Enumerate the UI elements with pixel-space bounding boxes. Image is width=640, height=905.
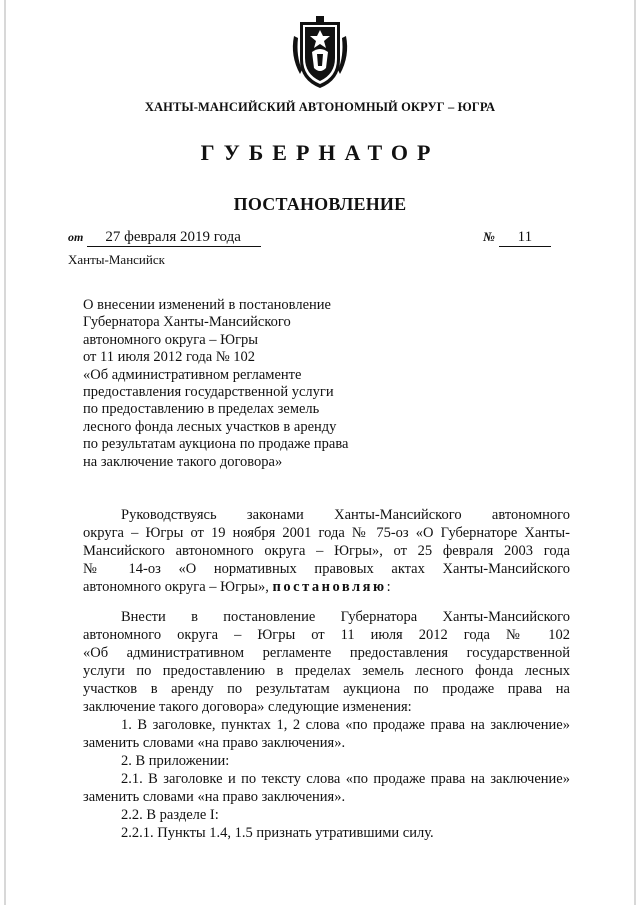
body-line: заменить словами «на право заключения». [83,789,346,805]
preamble-line: автономного округа – Югры», [83,579,269,595]
body-line: «Об административном регламенте предоставления государственной [83,645,570,661]
subject-line: «Об административном регламенте [83,366,302,383]
subject-line: на заключение такого договора» [83,453,283,470]
body-line: 2.2. В разделе I: [121,807,219,823]
amendments-section [83,608,570,842]
city: Ханты-Мансийск [68,252,165,267]
subject-line: автономного округа – Югры [83,331,259,348]
preamble-line: Мансийского автономного округа – Югры», от 25 февраля 2003 года [83,543,570,559]
scan-edge-right [634,0,636,905]
body-line: Внести в постановление Губернатора Ханты-Мансийского [121,609,570,625]
body-line: 2. В приложении: [121,753,230,769]
preamble-line: Руководствуясь законами Ханты-Мансийского автономного [121,507,570,523]
preamble-paragraph [83,506,570,596]
body-line: 2.1. В заголовке и по тексту слова «по продаже права на заключение» [121,771,570,787]
subject-line: О внесении изменений в постановление [83,297,331,313]
date-prefix: от [68,230,84,244]
body-line: участков в аренду по результатам аукциона по продаже права на [83,681,570,697]
body-line: услуги по предоставлению в пределах земель лесного фонда лесных [83,663,570,679]
preamble-last-line [83,578,570,596]
decree-word: постановляю [272,579,387,595]
number-row [483,229,551,247]
subject-line: по предоставлению в пределах земель [83,401,320,418]
subject-line: предоставления государственной услуги [83,384,334,401]
document-subject [83,297,413,471]
body-line: заключение такого договора» следующие изменения: [83,699,412,715]
document-date: 27 февраля 2019 года [87,229,261,247]
body-line: заменить словами «на право заключения». [83,735,346,751]
number-sign: № [483,229,495,244]
body-line: 1. В заголовке, пунктах 1, 2 слова «по продаже права на заключение» [121,717,570,733]
subject-line: лесного фонда лесных участков в аренду [83,418,337,435]
document-number: 11 [499,229,551,247]
subject-line: Губернатора Ханты-Мансийского [83,314,291,331]
subject-line: по результатам аукциона по продаже права [83,436,349,453]
preamble-line: № 14-оз «О нормативных правовых актах Ханты-Мансийского [83,561,570,577]
decree-colon: : [386,579,391,595]
document-type: ПОСТАНОВЛЕНИЕ [233,194,407,214]
governor-title: ГУБЕРНАТОР [200,140,440,165]
scan-edge-left [4,0,6,905]
subject-line: от 11 июля 2012 года № 102 [83,349,256,366]
date-row [68,229,261,247]
khmao-coat-of-arms-icon [288,16,352,92]
body-line: 2.2.1. Пункты 1.4, 1.5 признать утратившими силу. [121,825,434,841]
preamble-line: округа – Югры от 19 ноября 2001 года № 75-оз «О Губернаторе Ханты- [83,525,570,541]
region-title: ХАНТЫ-МАНСИЙСКИЙ АВТОНОМНЫЙ ОКРУГ – ЮГРА [144,100,496,114]
body-line: автономного округа – Югры от 11 июля 2012 года № 102 [83,627,570,643]
